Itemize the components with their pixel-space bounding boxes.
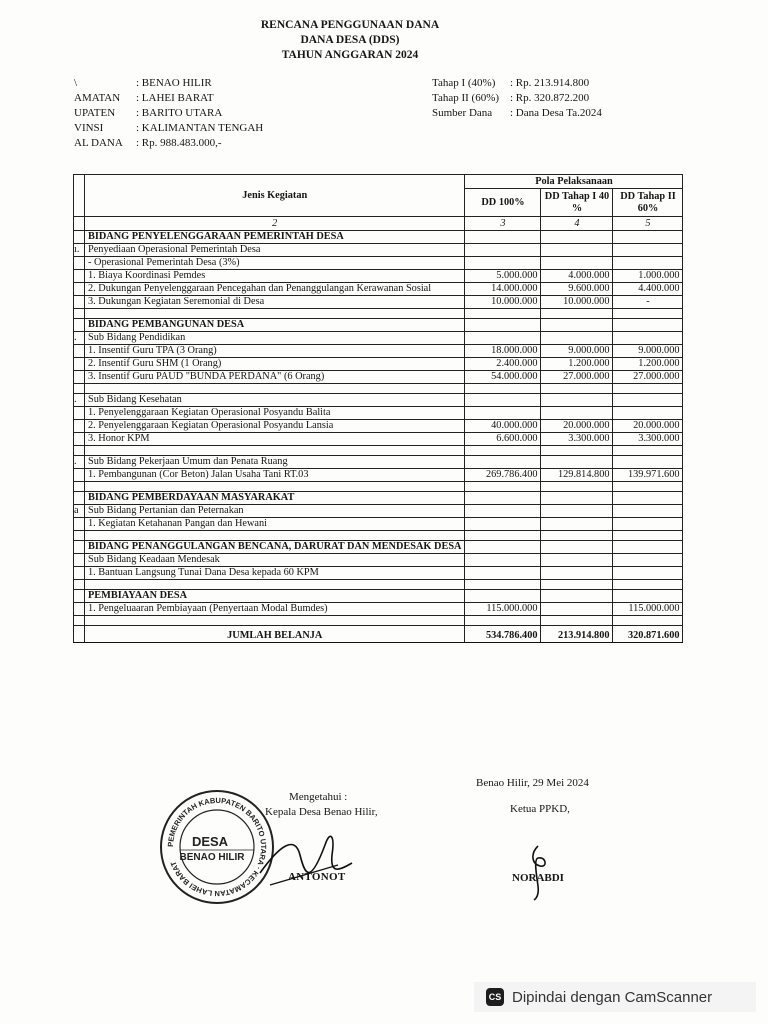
row-dd-tahap-1: 9.600.000	[541, 283, 613, 296]
row-description: Sub Bidang Pertanian dan Peternakan	[85, 505, 465, 518]
info-row-total-dana	[74, 136, 263, 151]
table-row	[74, 616, 683, 626]
row-dd-100	[465, 567, 541, 580]
row-dd-100	[465, 257, 541, 270]
row-description: 1. Pembangunan (Cor Beton) Jalan Usaha Tani RT.03	[85, 469, 465, 482]
row-description	[85, 616, 465, 626]
row-dd-tahap-2	[613, 616, 683, 626]
row-marker	[74, 319, 85, 332]
row-marker	[74, 616, 85, 626]
row-dd-tahap-1	[541, 580, 613, 590]
table-row	[74, 456, 683, 469]
info-row-tahap-2	[432, 91, 602, 106]
total-dd-tahap-1: 213.914.800	[541, 626, 613, 643]
info-row-kabupaten	[74, 106, 263, 121]
ppkd-name: NORABDI	[512, 872, 564, 884]
row-dd-tahap-2: 9.000.000	[613, 345, 683, 358]
place-date: Benao Hilir, 29 Mei 2024	[476, 777, 589, 789]
row-dd-tahap-1	[541, 505, 613, 518]
table-row	[74, 394, 683, 407]
row-description: Sub Bidang Pendidikan	[85, 332, 465, 345]
row-dd-tahap-2	[613, 257, 683, 270]
row-marker	[74, 590, 85, 603]
row-dd-tahap-2: 1.000.000	[613, 270, 683, 283]
row-description: BIDANG PENYELENGGARAAN PEMERINTAH DESA	[85, 231, 465, 244]
row-description	[85, 580, 465, 590]
row-dd-tahap-2	[613, 482, 683, 492]
info-label: Tahap II (60%)	[432, 92, 500, 104]
table-row	[74, 541, 683, 554]
row-dd-tahap-2	[613, 231, 683, 244]
table-row	[74, 257, 683, 270]
row-dd-tahap-2	[613, 518, 683, 531]
table-row	[74, 531, 683, 541]
stamp-center-line-1: DESA	[191, 834, 229, 849]
title-line-2: DANA DESA (DDS)	[300, 34, 400, 46]
row-dd-tahap-1	[541, 456, 613, 469]
head-of-village-signature	[240, 815, 360, 895]
row-description: 1. Bantuan Langsung Tunai Dana Desa kepada 60 KPM	[85, 567, 465, 580]
row-dd-tahap-1	[541, 319, 613, 332]
row-dd-tahap-1	[541, 244, 613, 257]
row-marker	[74, 257, 85, 270]
row-dd-100	[465, 482, 541, 492]
row-dd-100	[465, 505, 541, 518]
row-dd-tahap-2	[613, 554, 683, 567]
row-description	[85, 384, 465, 394]
row-marker	[74, 433, 85, 446]
row-description: Penyediaan Operasional Pemerintah Desa	[85, 244, 465, 257]
row-marker	[74, 531, 85, 541]
row-description: 2. Penyelenggaraan Kegiatan Operasional Posyandu Lansia	[85, 420, 465, 433]
row-dd-100	[465, 541, 541, 554]
info-value: : Rp. 320.872.200	[510, 92, 590, 104]
table-row	[74, 420, 683, 433]
info-value: : KALIMANTAN TENGAH	[136, 122, 264, 134]
row-dd-tahap-1	[541, 394, 613, 407]
row-dd-100	[465, 531, 541, 541]
head-of-village-name: ANTONOT	[288, 871, 346, 883]
total-blank	[74, 626, 85, 643]
row-dd-tahap-2	[613, 394, 683, 407]
row-dd-tahap-1	[541, 231, 613, 244]
row-dd-100: 269.786.400	[465, 469, 541, 482]
total-dd-tahap-2: 320.871.600	[613, 626, 683, 643]
row-dd-tahap-1: 3.300.000	[541, 433, 613, 446]
row-description: Sub Bidang Pekerjaan Umum dan Penata Ruang	[85, 456, 465, 469]
row-description: 2. Dukungan Penyelenggaraan Pencegahan dan Penanggulangan Kerawanan Sosial	[85, 283, 465, 296]
table-row	[74, 283, 683, 296]
ppkd-role: Ketua PPKD,	[510, 803, 570, 815]
camscanner-logo-icon: CS	[486, 988, 504, 1006]
table-row	[74, 505, 683, 518]
row-marker	[74, 492, 85, 505]
header-dd-tahap-2: DD Tahap II 60%	[613, 189, 683, 217]
row-dd-tahap-2	[613, 541, 683, 554]
row-dd-tahap-1	[541, 257, 613, 270]
row-dd-tahap-1	[541, 407, 613, 420]
row-dd-tahap-1	[541, 482, 613, 492]
row-dd-100	[465, 456, 541, 469]
row-dd-100	[465, 580, 541, 590]
row-dd-100: 18.000.000	[465, 345, 541, 358]
info-label: \	[74, 77, 78, 89]
index-3: 3	[465, 217, 541, 231]
index-blank	[74, 217, 85, 231]
table-row	[74, 446, 683, 456]
row-marker	[74, 446, 85, 456]
info-row-provinsi	[74, 121, 263, 136]
index-4: 4	[541, 217, 613, 231]
row-dd-tahap-2: 4.400.000	[613, 283, 683, 296]
row-marker	[74, 358, 85, 371]
row-dd-100: 14.000.000	[465, 283, 541, 296]
row-marker	[74, 407, 85, 420]
row-dd-tahap-1	[541, 518, 613, 531]
row-marker: .	[74, 394, 85, 407]
scanner-text: Dipindai dengan CamScanner	[512, 988, 713, 1006]
row-dd-tahap-2	[613, 309, 683, 319]
row-dd-tahap-1: 4.000.000	[541, 270, 613, 283]
row-description: BIDANG PEMBANGUNAN DESA	[85, 319, 465, 332]
row-dd-tahap-1	[541, 541, 613, 554]
row-marker	[74, 296, 85, 309]
table-row	[74, 580, 683, 590]
row-dd-100	[465, 407, 541, 420]
row-dd-tahap-2: 20.000.000	[613, 420, 683, 433]
row-marker	[74, 231, 85, 244]
total-dd-100: 534.786.400	[465, 626, 541, 643]
row-marker	[74, 580, 85, 590]
row-description	[85, 531, 465, 541]
row-dd-tahap-2	[613, 492, 683, 505]
row-description	[85, 309, 465, 319]
header-pola-pelaksanaan: Pola Pelaksanaan	[465, 175, 683, 189]
row-dd-100	[465, 244, 541, 257]
row-dd-tahap-2: 115.000.000	[613, 603, 683, 616]
row-dd-100	[465, 590, 541, 603]
table-row	[74, 296, 683, 309]
row-dd-100: 115.000.000	[465, 603, 541, 616]
info-label: AMATAN	[74, 92, 121, 104]
row-dd-tahap-1	[541, 531, 613, 541]
row-dd-100	[465, 309, 541, 319]
table-row	[74, 567, 683, 580]
total-row	[74, 626, 683, 643]
row-description: 1. Insentif Guru TPA (3 Orang)	[85, 345, 465, 358]
table-row	[74, 345, 683, 358]
table-row	[74, 244, 683, 257]
row-description: 1. Pengeluaaran Pembiayaan (Penyertaan Modal Bumdes)	[85, 603, 465, 616]
row-description: Sub Bidang Keadaan Mendesak	[85, 554, 465, 567]
header-jenis-kegiatan: Jenis Kegiatan	[85, 175, 465, 217]
row-marker	[74, 420, 85, 433]
head-of-village-title: Kepala Desa Benao Hilir,	[265, 806, 378, 818]
table-row	[74, 603, 683, 616]
row-dd-tahap-1: 20.000.000	[541, 420, 613, 433]
known-by-label: Mengetahui :	[289, 791, 348, 803]
info-row-tahap-1	[432, 76, 602, 91]
row-description: BIDANG PENANGGULANGAN BENCANA, DARURAT DAN MENDESAK DESA	[85, 541, 465, 554]
stamp-ring-text: PEMERINTAH KABUPATEN BARITO UTARA · KECAMATAN LAHEI BARAT	[165, 795, 269, 899]
header-blank	[74, 175, 85, 217]
row-marker	[74, 541, 85, 554]
row-dd-tahap-2	[613, 332, 683, 345]
row-description: 1. Biaya Koordinasi Pemdes	[85, 270, 465, 283]
info-row-kecamatan	[74, 91, 263, 106]
budget-table-body	[74, 231, 683, 626]
row-dd-100: 5.000.000	[465, 270, 541, 283]
table-row	[74, 433, 683, 446]
info-value: : BENAO HILIR	[136, 77, 212, 89]
row-dd-tahap-2	[613, 580, 683, 590]
header-dd-tahap-1: DD Tahap I 40 %	[541, 189, 613, 217]
row-marker: .	[74, 332, 85, 345]
row-dd-100	[465, 554, 541, 567]
row-description: PEMBIAYAAN DESA	[85, 590, 465, 603]
table-row	[74, 492, 683, 505]
row-dd-tahap-2	[613, 244, 683, 257]
info-label: UPATEN	[74, 107, 116, 119]
row-dd-tahap-2	[613, 407, 683, 420]
row-marker	[74, 469, 85, 482]
row-dd-100	[465, 332, 541, 345]
row-dd-tahap-1	[541, 567, 613, 580]
row-dd-100	[465, 231, 541, 244]
title-line-3: TAHUN ANGGARAN 2024	[281, 49, 419, 61]
row-description: 3. Insentif Guru PAUD "BUNDA PERDANA" (6 Orang)	[85, 371, 465, 384]
row-dd-100: 2.400.000	[465, 358, 541, 371]
row-dd-100	[465, 319, 541, 332]
row-dd-tahap-1	[541, 616, 613, 626]
table-row	[74, 319, 683, 332]
row-dd-tahap-1	[541, 590, 613, 603]
row-dd-100: 40.000.000	[465, 420, 541, 433]
document-title	[200, 18, 500, 63]
row-dd-100	[465, 446, 541, 456]
row-marker	[74, 345, 85, 358]
row-marker: .	[74, 456, 85, 469]
title-line-1: RENCANA PENGGUNAAN DANA	[260, 19, 440, 31]
row-marker	[74, 371, 85, 384]
row-description: 3. Honor KPM	[85, 433, 465, 446]
table-row	[74, 554, 683, 567]
row-dd-tahap-2: 1.200.000	[613, 358, 683, 371]
table-row	[74, 371, 683, 384]
row-dd-100	[465, 492, 541, 505]
info-value: : BARITO UTARA	[136, 107, 223, 119]
row-dd-100	[465, 384, 541, 394]
row-dd-tahap-1	[541, 384, 613, 394]
row-dd-tahap-1: 9.000.000	[541, 345, 613, 358]
row-marker	[74, 270, 85, 283]
row-dd-tahap-2: -	[613, 296, 683, 309]
info-label: Tahap I (40%)	[432, 77, 496, 89]
row-dd-100: 54.000.000	[465, 371, 541, 384]
village-info	[74, 76, 263, 151]
info-value: : Rp. 988.483.000,-	[136, 137, 222, 149]
row-description: 1. Penyelenggaraan Kegiatan Operasional Posyandu Balita	[85, 407, 465, 420]
row-dd-tahap-1: 1.200.000	[541, 358, 613, 371]
row-dd-tahap-2	[613, 567, 683, 580]
row-dd-tahap-2: 27.000.000	[613, 371, 683, 384]
table-row	[74, 309, 683, 319]
row-marker	[74, 482, 85, 492]
row-dd-tahap-2	[613, 531, 683, 541]
row-marker	[74, 554, 85, 567]
row-dd-100	[465, 616, 541, 626]
info-row-sumber-dana	[432, 106, 602, 121]
table-row	[74, 270, 683, 283]
row-marker	[74, 309, 85, 319]
column-index-row	[74, 217, 683, 231]
scanner-watermark	[474, 982, 756, 1012]
total-label: JUMLAH BELANJA	[85, 626, 465, 643]
row-dd-tahap-2	[613, 456, 683, 469]
info-value: : Dana Desa Ta.2024	[510, 107, 602, 119]
info-row-desa	[74, 76, 263, 91]
table-row	[74, 332, 683, 345]
row-dd-tahap-1	[541, 332, 613, 345]
row-dd-tahap-2	[613, 505, 683, 518]
table-row	[74, 384, 683, 394]
info-label: VINSI	[74, 122, 104, 134]
row-description	[85, 446, 465, 456]
row-marker: ı.	[74, 244, 85, 257]
row-dd-tahap-1: 10.000.000	[541, 296, 613, 309]
row-description	[85, 482, 465, 492]
row-description: 2. Insentif Guru SHM (1 Orang)	[85, 358, 465, 371]
row-dd-tahap-1: 129.814.800	[541, 469, 613, 482]
row-dd-tahap-1	[541, 309, 613, 319]
row-marker	[74, 603, 85, 616]
info-label: AL DANA	[74, 137, 123, 149]
index-5: 5	[613, 217, 683, 231]
row-dd-tahap-2	[613, 319, 683, 332]
info-value: : LAHEI BARAT	[136, 92, 214, 104]
table-row	[74, 469, 683, 482]
table-header-row-1	[74, 175, 683, 189]
row-dd-tahap-2	[613, 446, 683, 456]
row-description: BIDANG PEMBERDAYAAN MASYARAKAT	[85, 492, 465, 505]
row-description: 1. Kegiatan Ketahanan Pangan dan Hewani	[85, 518, 465, 531]
row-dd-tahap-1	[541, 554, 613, 567]
row-dd-tahap-1	[541, 446, 613, 456]
funding-info	[432, 76, 602, 121]
budget-table	[73, 174, 683, 643]
row-marker	[74, 283, 85, 296]
row-dd-tahap-2	[613, 384, 683, 394]
header-dd-100: DD 100%	[465, 189, 541, 217]
stamp-center-line-2: BENAO HILIR	[179, 852, 245, 863]
row-dd-tahap-1: 27.000.000	[541, 371, 613, 384]
table-row	[74, 407, 683, 420]
row-dd-100: 6.600.000	[465, 433, 541, 446]
row-dd-tahap-1	[541, 492, 613, 505]
table-row	[74, 231, 683, 244]
row-marker	[74, 518, 85, 531]
table-row	[74, 358, 683, 371]
row-dd-100	[465, 394, 541, 407]
row-marker: a	[74, 505, 85, 518]
row-dd-tahap-2: 139.971.600	[613, 469, 683, 482]
row-description: - Operasional Pemerintah Desa (3%)	[85, 257, 465, 270]
row-dd-tahap-1	[541, 603, 613, 616]
row-marker	[74, 567, 85, 580]
index-2: 2	[85, 217, 465, 231]
table-row	[74, 482, 683, 492]
table-row	[74, 590, 683, 603]
row-dd-100: 10.000.000	[465, 296, 541, 309]
table-row	[74, 518, 683, 531]
row-dd-tahap-2	[613, 590, 683, 603]
row-dd-100	[465, 518, 541, 531]
row-marker	[74, 384, 85, 394]
info-label: Sumber Dana	[432, 107, 493, 119]
row-dd-tahap-2: 3.300.000	[613, 433, 683, 446]
row-description: Sub Bidang Kesehatan	[85, 394, 465, 407]
info-value: : Rp. 213.914.800	[510, 77, 590, 89]
row-description: 3. Dukungan Kegiatan Seremonial di Desa	[85, 296, 465, 309]
